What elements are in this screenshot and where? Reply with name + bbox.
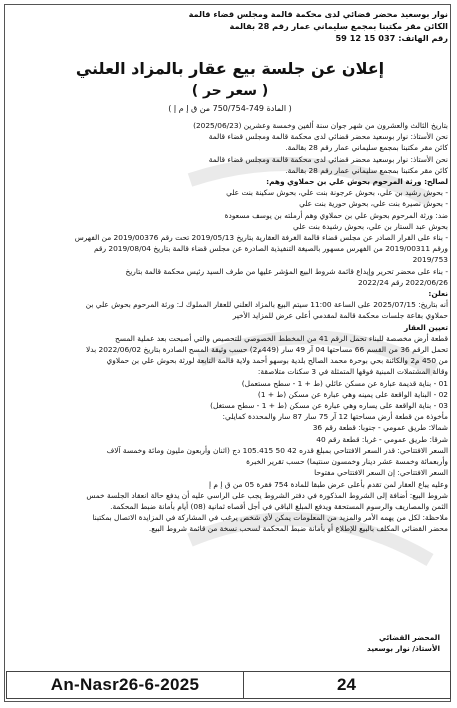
body-line: حملاوي بقاعة جلسات محكمة قالمة لمقدمي أعلى عرض للمزايد الأخير xyxy=(232,311,448,321)
body-line: تعيين العقار xyxy=(403,322,448,332)
signature-title: المحضر القضائي xyxy=(379,633,440,642)
body-line: شمالا: طريق عمومي - جنوبا: قطعة رقم 36 xyxy=(312,423,448,433)
publication-footer xyxy=(6,671,451,699)
body-line: - بحوش نصيرة بنت علي، بحوش حورية بنت علي xyxy=(299,199,448,209)
body-line: ضد: ورثة المرحوم بحوش علي بن حملاوي وهم أرملته بن يوسف مسعودة xyxy=(224,210,448,220)
body-line: السعر الافتتاحي: إن السعر الافتتاحي مفتوحا xyxy=(314,468,448,478)
body-line: تحمل الرقم 36 من القسم 66 مساحتها 04 آر 49 سار (449م2) حسب وثيقة المسح الصادرة بتاريخ 2022/06/02 بدلا xyxy=(85,345,448,355)
body-line: شرقا: طريق عمومي - غربا: قطعة رقم 40 xyxy=(316,434,448,444)
bailiff-header-line: نوار بوسعيد محضر قضائي لدى محكمة قالمة ومجلس قضاء قالمة xyxy=(188,9,448,19)
body-line: وعليه يباع العقار لمن تقدم بأعلى عرض طبقا للمادة 754 فقرة 05 من ق إ م إ xyxy=(209,479,448,489)
body-line: بتاريخ الثالث والعشرون من شهر جوان سنة ألفين وخمسة وعشرين (2025/06/23) xyxy=(193,121,448,130)
office-address: الكائن مقر مكتبنا بمجمع سليماني عمار رقم 28 بقالمة xyxy=(229,21,448,31)
body-line: محضر القضائي المكلف بالبيع للإطلاع أو بأمانة ضبط المحكمة لسحب نسخة من قائمة شروط البيع. xyxy=(148,524,448,534)
legal-article-reference: ( المادة 749-750/754 من ق إ م إ ) xyxy=(168,104,292,113)
body-line: ملاحظة: لكل من يهمه الأمر والمزيد من المعلومات يمكن لأي شخص يرغب في المشاركة في المزايدة الاتصال بمكتبنا xyxy=(92,513,448,523)
body-line: - بناء على محضر تحرير وإيداع قائمة شروط البيع المؤشر عليها من طرف السيد رئيس محكمة قالمة بتاريخ xyxy=(125,266,448,276)
body-line: وأربعمائة وخمسة عشر دينار وخمسون سنتيما) حسب تقرير الخبرة xyxy=(246,457,448,467)
body-line: 03 - بناية الواقعة على يساره وهي عبارة عن مسكن (ط + 1 - سطح مستغل) xyxy=(210,401,448,411)
body-line: قطعة أرض مخصصة للبناء تحمل الرقم 41 من المخطط الخصوصي للتحصيص والتي أصبحت بعد عملية المسح xyxy=(114,333,448,343)
body-line: 01 - بناية قديمة عبارة عن مسكن عائلي (ط + 1 - سطح مستعمل) xyxy=(241,378,448,388)
body-line: 02 - البناية الواقعة على يمينه وهي عبارة عن مسكن (ط + 1) xyxy=(257,389,448,399)
body-line: مأخوذة من قطعة أرض مساحتها 12 آر 75 سار 87 سار والمحددة كمايلي: xyxy=(222,412,448,422)
body-line: نعلن: xyxy=(428,289,448,299)
notice-title: إعلان عن جلسة بيع عقار بالمزاد العلني xyxy=(75,59,385,78)
body-line: السعر الافتتاحي: قدر السعر الافتتاحي بمبلغ قدره 42 50 105.415 دج (اثنان وأربعون مليون ومائة وخمسة آلاف xyxy=(106,445,448,455)
notice-body xyxy=(12,120,448,535)
body-line: 2022/06/26 رقم 2022/24 xyxy=(357,277,448,287)
body-line: نحن الأستاذ: نوار بوسعيد محضر قضائي لدى محكمة قالمة ومجلس قضاء قالمة xyxy=(208,154,448,164)
body-line: الثمن والمصاريف والرسوم المستحقة ويدفع المبلغ الباقي في أجل أقصاه ثمانية (08) أيام بأمانة ضبط المحكمة. xyxy=(110,501,448,511)
body-line: - بحوش رشيد بن علي، بحوش عرجونة بنت علي، بحوش سكينة بنت علي xyxy=(226,188,448,198)
auction-notice xyxy=(12,8,448,664)
body-line: - بناء على القرار الصادر عن مجلس قضاء قالمة الغرفة العقارية بتاريخ 2019/05/13 تحت رقم 2019/00376 من الفهرس xyxy=(74,233,448,243)
body-line: 2019/753 xyxy=(412,255,448,265)
page-number: 24 xyxy=(337,675,356,694)
body-line: وقالة المشتملات المبنية فوقها المتمثلة في 3 سكنات متلاصقة: xyxy=(257,367,448,377)
body-line: كائن مقر مكتبنا بمجمع سليماني عمار رقم 28 بقالمة. xyxy=(285,143,448,153)
body-line: لصالح: ورثة المرحوم بحوش علي بن حملاوي وهم: xyxy=(266,177,448,187)
phone-number: رقم الهاتف: 037 15 12 59 xyxy=(335,33,448,43)
publication-date-label: An-Nasr26-6-2025 xyxy=(7,672,244,698)
body-line: من 450 م2 والكائنة بحي بوحرة محمد الصالح بلدية بوسهو أحمد ولاية قالمة التابعة لورثة بحوش علي بن حملاوي xyxy=(106,356,448,366)
body-line: ورقم 2019/00311 من الفهرس مسهور بالصيغة التنفيذية الصادرة عن مجلس قضاء قالمة بتاريخ 2019/08/04 رقم xyxy=(94,244,448,254)
signature-block xyxy=(320,632,440,654)
body-line: نحن الأستاذ: نوار بوسعيد محضر قضائي لدى محكمة قالمة ومجلس قضاء قالمة xyxy=(208,132,448,142)
body-line: شروط البيع: أضافة إلى الشروط المذكورة في دفتر الشروط يجب على الراسي عليه أن يدفع حالة انعقاد الجلسة خمس xyxy=(86,490,448,500)
body-line: أنه بتاريخ: 2025/07/15 على الساعة 11:00 سيتم البيع بالمزاد العلني للعقار المملوك لـ: ورثة المرحوم بحوش علي بن xyxy=(85,300,448,310)
body-line: بحوش عبد الستار بن علي، بحوش رشيدة بنت علي xyxy=(293,221,448,231)
body-line: كائن مقر مكتبنا بمجمع سليماني عمار رقم 28 بقالمة. xyxy=(285,165,448,175)
notice-subtitle: ( سعر حر ) xyxy=(191,83,269,99)
signature-name: الأستاذ/ نوار بوسعيد xyxy=(366,644,440,653)
